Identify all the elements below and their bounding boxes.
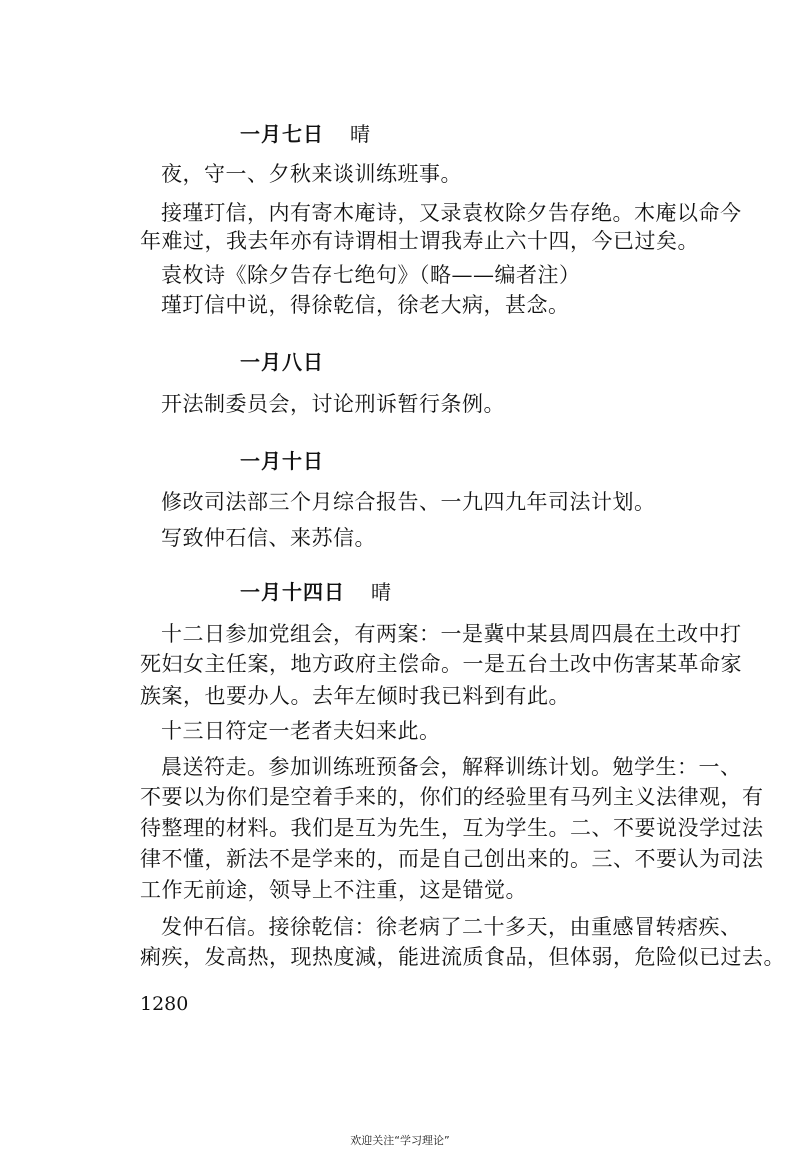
- text-line: 写致仲石信、来苏信。: [161, 526, 376, 550]
- text-line: 开法制委员会，讨论刑诉暂行条例。: [161, 392, 505, 416]
- footer-note: 欢迎关注“学习理论”: [350, 1134, 450, 1147]
- entry-date: [240, 346, 324, 375]
- entry-date: [240, 118, 371, 147]
- entry-date: [240, 576, 392, 605]
- text-line: 待整理的材料。我们是互为先生，互为学生。二、不要说没学过法: [140, 816, 764, 840]
- text-line: 律不懂，新法不是学来的，而是自己创出来的。三、不要认为司法: [140, 847, 764, 871]
- text-line: 痢疾，发高热，现热度減，能进流质食品，但体弱，危险似已过去。: [140, 945, 785, 969]
- text-line: 工作无前途，领导上不注重，这是错觉。: [140, 878, 527, 902]
- entry-date: [240, 445, 324, 474]
- page-number: 1280: [140, 993, 189, 1015]
- date-text: 一月十日: [240, 449, 324, 473]
- date-text: 一月十四日: [240, 580, 345, 604]
- text-line: 死妇女主任案，地方政府主偿命。一是五台土改中伤害某革命家: [140, 652, 742, 676]
- date-text: 一月八日: [240, 350, 324, 374]
- text-line: 接瑾玎信，内有寄木庵诗，又录袁枚除夕告存绝。木庵以命今: [161, 201, 742, 225]
- text-line: 晨送符走。参加训练班预备会，解释训练计划。勉学生：一、: [161, 755, 742, 779]
- text-line: 夜，守一、夕秋来谈训练班事。: [161, 162, 462, 186]
- text-line: 袁枚诗《除夕告存七绝句》（略——编者注）: [161, 263, 581, 287]
- weather-text: 晴: [350, 122, 371, 146]
- text-line: 十二日参加党组会，有两案：一是冀中某县周四晨在土改中打: [161, 622, 742, 646]
- text-line: 发仲石信。接徐乾信：徐老病了二十多天，由重感冒转痞疾、: [161, 915, 742, 939]
- weather-text: 晴: [371, 580, 392, 604]
- text-line: 修改司法部三个月综合报告、一九四九年司法计划。: [161, 490, 656, 514]
- text-line: 不要以为你们是空着手来的，你们的经验里有马列主义法律观，有: [140, 785, 764, 809]
- text-line: 十三日符定一老者夫妇来此。: [161, 719, 441, 743]
- date-text: 一月七日: [240, 122, 324, 146]
- text-line: 族案，也要办人。去年左倾时我已料到有此。: [140, 684, 570, 708]
- text-line: 瑾玎信中说，得徐乾信，徐老大病，甚念。: [161, 293, 570, 317]
- text-line: 年难过，我去年亦有诗谓相士谓我寿止六十四，今已过矣。: [140, 229, 699, 253]
